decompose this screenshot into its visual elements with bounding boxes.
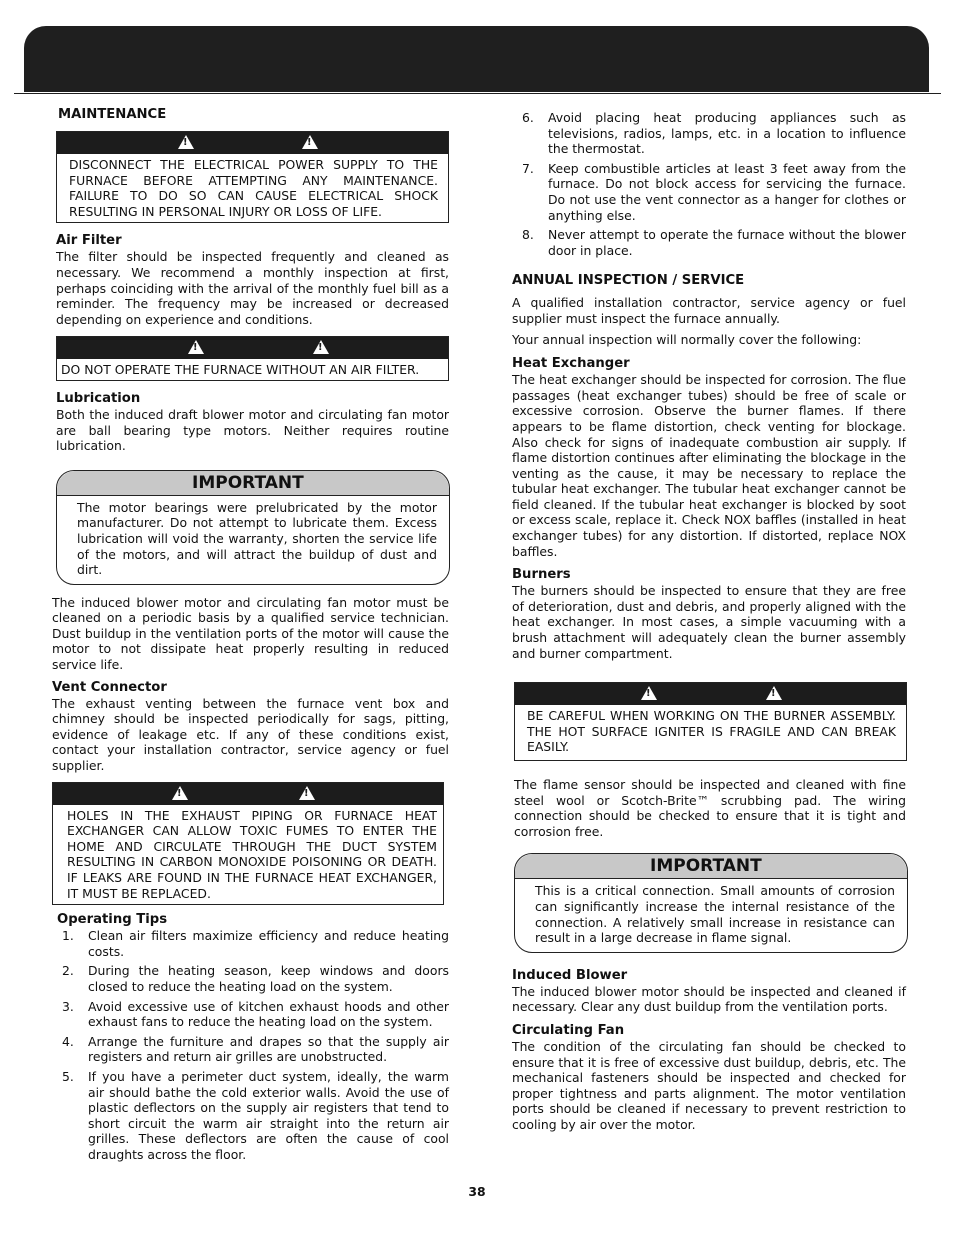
annual-inspection-text: A qualified installation contractor, service agency or fuel supplier must inspect the furnace annually.: [512, 295, 906, 326]
heat-exchanger-text: The heat exchanger should be inspected for corrosion. The flue passages (heat exchanger tubes) should be free of scale or excessive corrosion. Observe the burner flames. If there appears to be flame distortion, check venting for blockage. Also check for signs of inadequate combustion air supply. If flame distortion continues after eliminating the blockage in the venting as the cause, it may be necessary to replace the tubular heat exchanger. The tubular heat exchanger cannot be field cleaned. If the tubular heat exchanger is blocked by soot or excess scale, replace it. Check NOX baffles (installed in heat exchanger tubes) for any distortion. If distorted, replace NOX baffles.: [512, 372, 906, 559]
warning-box-power: [56, 131, 449, 223]
operating-tips-list: [52, 928, 449, 1162]
list-item: [512, 110, 906, 157]
warning-bar: [57, 132, 448, 154]
warning-bar: [53, 783, 443, 805]
warning-bar: [57, 337, 448, 359]
warning-bar: [515, 683, 906, 705]
list-item: [52, 928, 449, 959]
warning-box-burner: [514, 682, 907, 761]
list-item-number: 4.: [62, 1033, 74, 1049]
warning-text: BE CAREFUL WHEN WORKING ON THE BURNER ASSEMBLY. THE HOT SURFACE IGNITER IS FRAGILE AND CAN BREAK EASILY.: [527, 708, 896, 755]
warning-triangle-icon: [766, 686, 782, 700]
air-filter-text: The filter should be inspected frequently and cleaned as necessary. We recommend a monthly inspection at first, perhaps coinciding with the arrival of the monthly fuel bill as a reminder. The frequency may be increased or decreased depending on experience and conditions.: [56, 249, 449, 327]
important-title: IMPORTANT: [57, 471, 449, 496]
annual-inspection-cover-text: Your annual inspection will normally cover the following:: [512, 331, 862, 347]
burners-text: The burners should be inspected to ensure that they are free of deterioration, dust and debris, and properly aligned with the heat exchanger. In most cases, a simple vacuuming with a brush attachment will adequately clean the burner assembly and burner compartment.: [512, 583, 906, 661]
warning-text: DISCONNECT THE ELECTRICAL POWER SUPPLY TO THE FURNACE BEFORE ATTEMPTING ANY MAINTENANCE. FAILURE TO DO SO CAN CAUSE ELECTRICAL SHOCK RESULTING IN PERSONAL INJURY OR LOSS OF LIFE.: [69, 157, 438, 219]
induced-blower-text: The induced blower motor should be inspected and cleaned if necessary. Clear any dust buildup from the ventilation ports.: [512, 983, 906, 1015]
page-number: 38: [468, 1184, 486, 1199]
operating-tips-heading: Operating Tips: [57, 912, 168, 928]
important-text: This is a critical connection. Small amounts of corrosion can significantly increase the internal resistance of the connection. A relatively small increase in resistance can result in a large decrease in flame signal.: [535, 883, 895, 946]
right-column: [512, 110, 906, 1133]
list-item: [52, 999, 449, 1030]
list-item: [52, 1034, 449, 1065]
warning-box-exhaust: [52, 782, 444, 906]
warning-triangle-icon: [641, 686, 657, 700]
list-item-number: 1.: [62, 928, 74, 944]
list-item-number: 8.: [522, 227, 534, 243]
lubrication-text: Both the induced draft blower motor and circulating fan motor are ball bearing type motors. Neither requires routine lubrication.: [56, 406, 449, 454]
vent-connector-heading: Vent Connector: [52, 679, 167, 695]
list-item-text: Clean air filters maximize efficiency and reduce heating costs.: [88, 928, 449, 959]
list-item-text: Avoid placing heat producing appliances such as televisions, radios, lamps, etc. in a location to influence the thermostat.: [548, 110, 906, 157]
warning-triangle-icon: [188, 340, 204, 354]
annual-inspection-heading: ANNUAL INSPECTION / SERVICE: [512, 273, 745, 289]
list-item-number: 2.: [62, 963, 74, 979]
list-item-text: During the heating season, keep windows and doors closed to reduce the heating load on the system.: [88, 963, 449, 994]
lubrication-heading: Lubrication: [56, 390, 141, 406]
warning-triangle-icon: [302, 135, 318, 149]
air-filter-heading: Air Filter: [56, 233, 122, 249]
list-item-number: 6.: [522, 110, 534, 125]
list-item-text: Never attempt to operate the furnace without the blower door in place.: [548, 227, 906, 258]
list-item-number: 7.: [522, 160, 534, 176]
list-item-text: If you have a perimeter duct system, ideally, the warm air should bathe the cold exterior walls. Avoid the use of plastic deflectors on the supply air registers that tend to short circuit the warm air straight into the return air grilles. These deflectors are often the cause of cool draughts across the floor.: [88, 1068, 449, 1162]
list-item-text: Avoid excessive use of kitchen exhaust hoods and other exhaust fans to reduce the heating load on the system.: [88, 998, 449, 1030]
important-text: The motor bearings were prelubricated by the motor manufacturer. Do not attempt to lubricate them. Excess lubrication will void the warranty, shorten the service life of the motors, and will attract the buildup of dust and dirt.: [77, 499, 437, 578]
maintenance-heading: MAINTENANCE: [58, 107, 167, 122]
list-item-number: 3.: [62, 998, 74, 1014]
warning-triangle-icon: [313, 340, 329, 354]
left-column: [52, 106, 449, 1167]
header-rule: [14, 93, 941, 94]
list-item-text: Arrange the furniture and drapes so that the supply air registers and return air grilles are unobstructed.: [88, 1033, 449, 1065]
important-box-connection: [514, 853, 908, 952]
heat-exchanger-heading: Heat Exchanger: [512, 356, 630, 372]
list-item-text: Keep combustible articles at least 3 feet away from the furnace. Do not block access for servicing the furnace. Do not use the vent connector as a hanger for clothes or anything else.: [548, 160, 906, 223]
list-item-number: 5.: [62, 1068, 74, 1084]
vent-connector-text: The exhaust venting between the furnace vent box and chimney should be inspected periodically for sags, pitting, evidence of leakage etc. If any of these conditions exist, contact your installation contractor, service agency or fuel supplier.: [52, 695, 449, 774]
operating-tips-list-continued: [512, 110, 906, 258]
circulating-fan-text: The condition of the circulating fan should be checked to ensure that it is free of excessive dust buildup, debris, etc. The mechanical fasteners should be inspected and checked for proper tightness and parts alignment. The motor ventilation ports should be cleaned if necessary to prevent restriction to cooling by air over the motor.: [512, 1038, 906, 1132]
circulating-fan-heading: Circulating Fan: [512, 1022, 625, 1038]
warning-triangle-icon: [299, 786, 315, 800]
motor-clean-text: The induced blower motor and circulating fan motor must be cleaned on a periodic basis by a qualified service technician. Dust buildup in the ventilation ports of the motor will cause the motor to not dissipate heat properly resulting in reduced service life.: [52, 594, 449, 673]
flame-sensor-text: The flame sensor should be inspected and cleaned with fine steel wool or Scotch-Brite™ scrubbing pad. The wiring connection should be checked to ensure that it is tight and corrosion free.: [514, 777, 906, 839]
warning-triangle-icon: [172, 786, 188, 800]
important-title: IMPORTANT: [515, 854, 907, 879]
warning-box-filter: [56, 336, 449, 381]
list-item: [52, 1069, 449, 1163]
list-item: [52, 963, 449, 994]
list-item: [512, 161, 906, 223]
important-box-bearings: [56, 470, 450, 585]
warning-triangle-icon: [178, 135, 194, 149]
warning-text: HOLES IN THE EXHAUST PIPING OR FURNACE HEAT EXCHANGER CAN ALLOW TOXIC FUMES TO ENTER THE HOME AND CIRCULATE THROUGH THE DUCT SYSTEM RESULTING IN CARBON MONOXIDE POISONING OR DEATH. IF LEAKS ARE FOUND IN THE FURNACE HEAT EXCHANGER, IT MUST BE REPLACED.: [67, 807, 437, 901]
header-banner: [24, 26, 929, 92]
list-item: [512, 227, 906, 258]
induced-blower-heading: Induced Blower: [512, 967, 628, 983]
burners-heading: Burners: [512, 567, 571, 583]
warning-text: DO NOT OPERATE THE FURNACE WITHOUT AN AIR FILTER.: [61, 362, 420, 378]
